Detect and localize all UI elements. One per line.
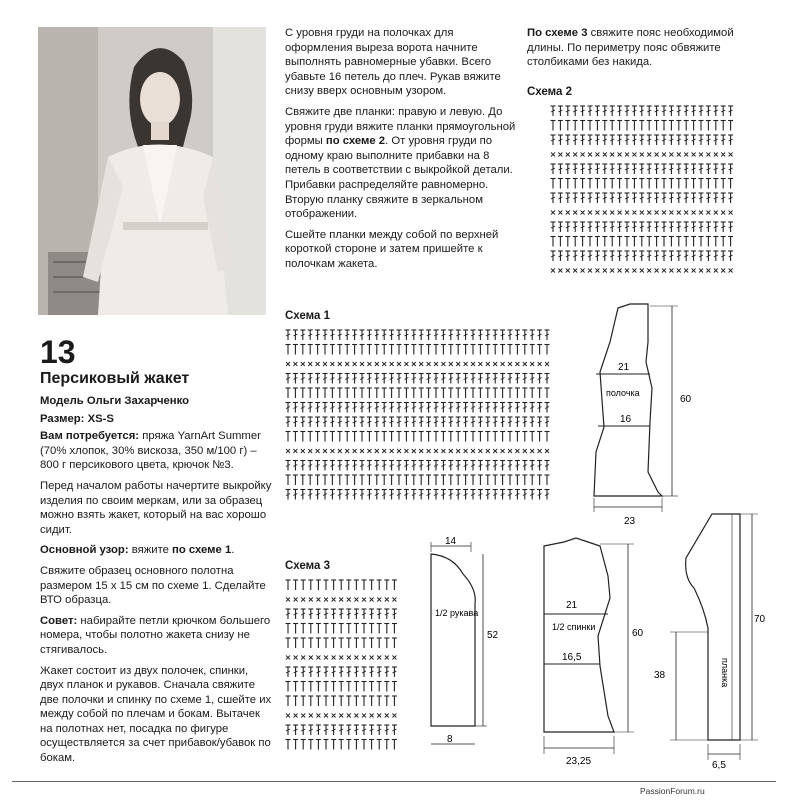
back-width-top: 21 xyxy=(566,600,578,611)
bands-text-a: Свяжите две планки: правую и левую. До уровня груди вяжите планки прямоугольной формы xyxy=(285,105,516,148)
model-author: Модель Ольги Захарченко xyxy=(40,395,190,407)
pattern-paragraph xyxy=(40,543,272,558)
intro-paragraph: Перед началом работы начертите выкройку изделия по своим меркам, или за образец можно взять жакет, который на вас хорошо сидит. xyxy=(40,479,272,536)
scheme1-label: Схема 1 xyxy=(285,310,331,322)
advice-paragraph xyxy=(40,614,272,658)
scheme2-label: Схема 2 xyxy=(527,86,573,98)
sleeve-width-bottom: 8 xyxy=(447,734,453,745)
band-label: планка xyxy=(720,658,730,688)
materials-paragraph xyxy=(40,429,272,473)
band-height: 70 xyxy=(754,614,766,625)
model-photo xyxy=(38,27,266,315)
sleeve-width-top: 14 xyxy=(445,536,457,547)
middle-column-text xyxy=(285,26,517,278)
materials-text: пряжа YarnArt Summer (70% хлопок, 30% вискоза, 350 м/100 г) – 800 г персикового цвета, крючок №3. xyxy=(40,430,261,472)
left-column-text xyxy=(40,394,272,772)
size-line: Размер: XS-S xyxy=(40,412,114,425)
back-height: 60 xyxy=(632,628,644,639)
back-label xyxy=(552,622,595,632)
sample-paragraph: Свяжите образец основного полотна размером 15 х 15 см по схеме 1. Сделайте ВТО образца. xyxy=(40,564,266,607)
back-width-bottom: 23,25 xyxy=(566,756,592,766)
bands-text-b: по схеме 2 xyxy=(325,135,386,148)
item-title: Персиковый жакет xyxy=(40,370,190,387)
front-height: 60 xyxy=(680,394,692,405)
sleeve-label: 1/2 рукава xyxy=(435,608,479,618)
bands-text-c: . От уровня груди по одному краю выполните прибавки на 8 петель в соответствии с выкройкой детали. Прибавки распределяйте равномерно. Вторую планку свяжите в зеркальном отображении. xyxy=(285,135,513,221)
neckline-paragraph: С уровня груди на полочках для оформления выреза ворота начните выполнять равномерные убавки. Всего убавьте 16 петель до плеч. Рукав вяжите снизу вверх основным узором. xyxy=(285,27,501,98)
front-pattern xyxy=(588,302,698,527)
pattern-text-c: . xyxy=(231,544,235,557)
pattern-text-b: по схеме 1 xyxy=(172,544,232,557)
right-column-text xyxy=(527,26,759,76)
pattern-label: Основной узор: xyxy=(40,544,129,557)
scheme3-chart xyxy=(283,576,403,756)
sleeve-height: 52 xyxy=(487,630,499,641)
front-width-mid: 16 xyxy=(620,414,632,425)
advice-label: Совет: xyxy=(40,614,78,627)
back-pattern xyxy=(538,536,650,766)
band-height-lower: 38 xyxy=(654,670,666,681)
back-width-mid: 16,5 xyxy=(562,652,582,663)
belt-paragraph xyxy=(527,26,759,70)
back-label-line: 1/2 спинки xyxy=(552,622,596,632)
item-number: 13 xyxy=(40,334,76,370)
footer-divider xyxy=(12,781,776,782)
sewing-paragraph: Сшейте планки между собой по верхней короткой стороне и затем пришейте к полочкам жакета. xyxy=(285,228,499,270)
advice-text: набирайте петли крючком большего номера, чтобы полотно жакета снизу не стягивалось. xyxy=(40,614,271,656)
scheme1-chart xyxy=(283,326,555,506)
materials-label: Вам потребуется: xyxy=(40,430,140,443)
construction-paragraph: Жакет состоит из двух полочек, спинки, двух планок и рукавов. Сначала свяжите две полочки и спинку по схеме 1, сшейте их между собой по плечам и бокам. Вытачек на полотнах нет, посадка по фигуре осуществляется за счет прибавок/убавок по бокам. xyxy=(40,664,272,765)
band-pattern xyxy=(654,508,772,770)
belt-text-a: По схеме 3 xyxy=(527,27,588,39)
pattern-text-a: вяжите xyxy=(128,544,173,557)
belt-text-b: свяжите пояс необходимой длины. По периметру пояс обвяжите столбиками без накида. xyxy=(527,27,734,69)
footer-watermark: PassionForum.ru xyxy=(640,786,705,796)
scheme3-label: Схема 3 xyxy=(285,560,331,572)
bands-paragraph xyxy=(285,105,517,222)
band-width-bottom: 6,5 xyxy=(712,760,726,770)
front-width-bottom: 23 xyxy=(624,516,636,527)
front-width-top: 21 xyxy=(618,362,630,373)
sleeve-pattern xyxy=(423,534,505,759)
scheme2-chart xyxy=(548,102,738,282)
front-label: полочка xyxy=(606,388,640,398)
